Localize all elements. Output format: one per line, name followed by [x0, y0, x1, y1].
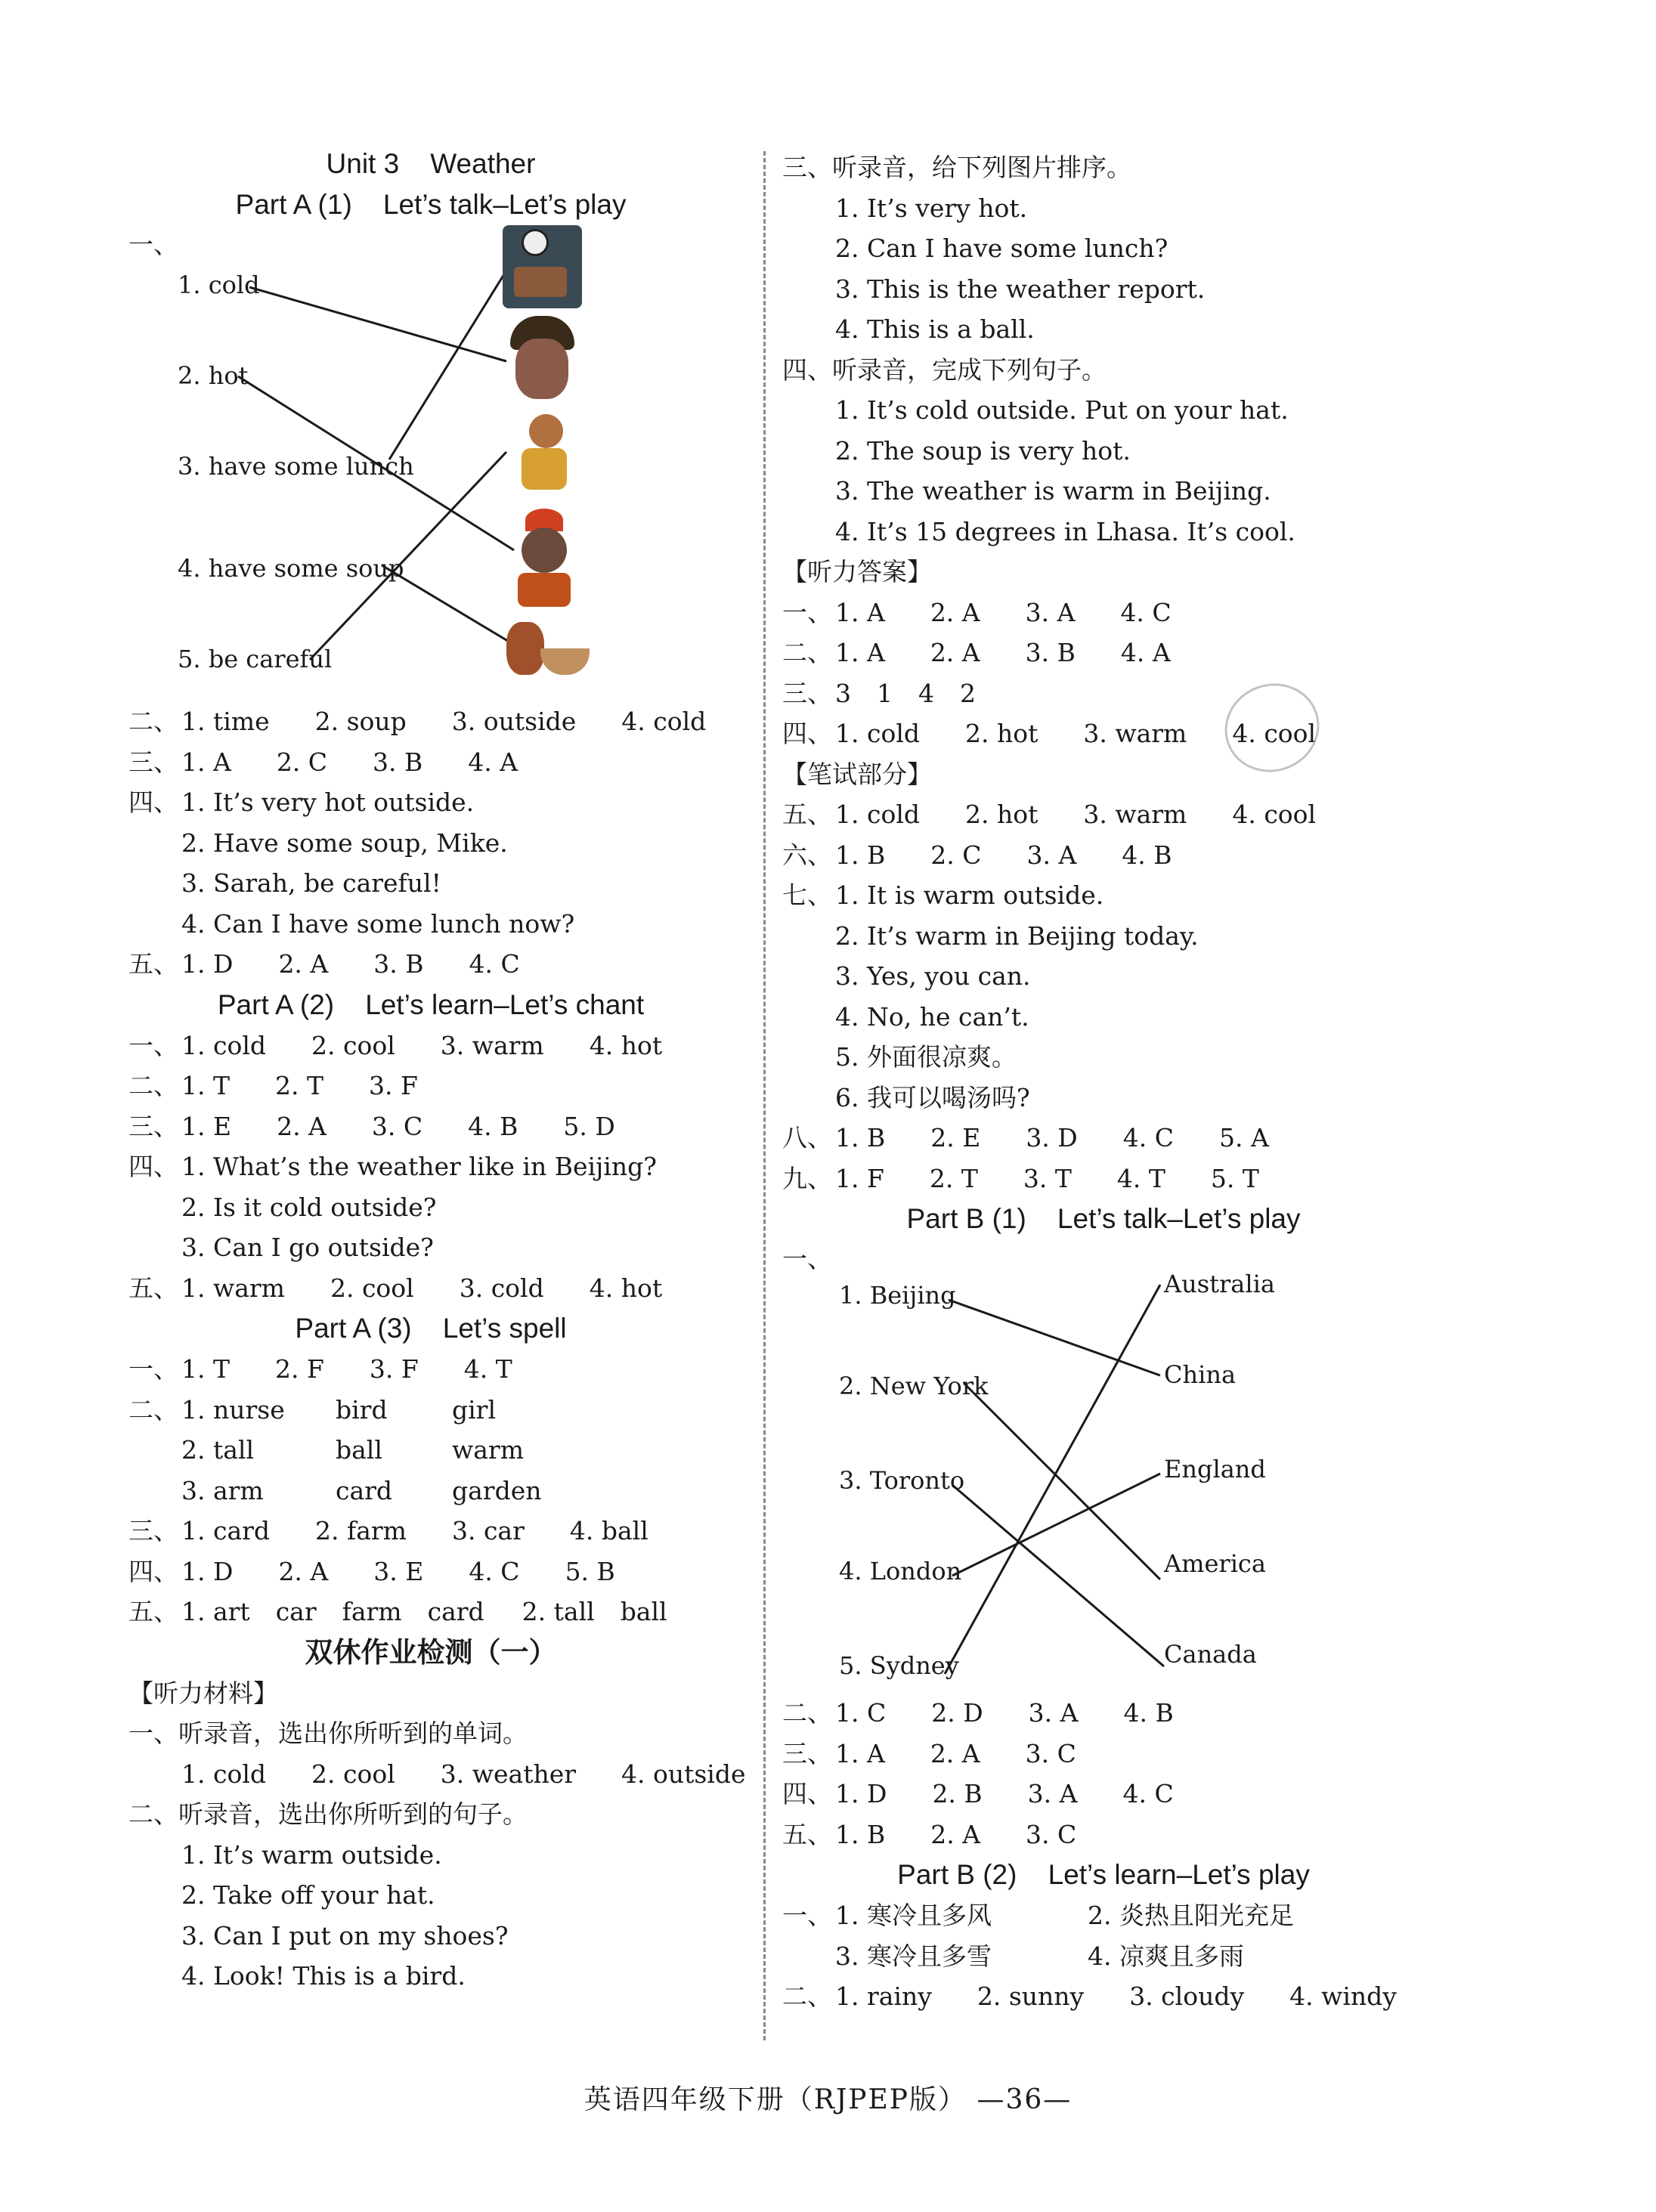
answer-row: 四、 1. D 2. B 3. A 4. C — [782, 1779, 1174, 1808]
match-item-right: China — [1164, 1360, 1237, 1389]
match-line — [389, 271, 506, 459]
answer-line: 2. The soup is very hot. — [835, 435, 1131, 466]
answer-line: 3. Yes, you can. — [835, 961, 1031, 991]
section-label: 一、 — [128, 230, 178, 259]
answer-row: 七、 1. It is warm outside. — [782, 880, 1104, 910]
answer-row: 四、 1. What’s the weather like in Beijing? — [128, 1152, 657, 1181]
boy-careful-picture-icon — [506, 414, 582, 497]
answer-row: 四、 1. D 2. A 3. E 4. C 5. B — [128, 1556, 615, 1586]
answer-line: 2. It’s warm in Beijing today. — [835, 920, 1199, 951]
question-heading: 二、听录音，选出你所听到的句子。 — [128, 1799, 528, 1829]
answer-row: 二、 1. time 2. soup 3. outside 4. cold — [128, 707, 707, 736]
part-b2-title: Part B (2) Let’s learn–Let’s play — [897, 1859, 1310, 1890]
match-line — [945, 1285, 1160, 1674]
answer-row: 二、 1. C 2. D 3. A 4. B — [782, 1698, 1174, 1728]
matching-exercise-b1 — [782, 1239, 1425, 1693]
weekend-test-title: 双休作业检测（一） — [305, 1635, 557, 1669]
match-line — [952, 1485, 1164, 1666]
answer-row: 2. tall ball warm — [181, 1435, 524, 1465]
answer-row: 二、 1. nurse bird girl — [128, 1394, 497, 1425]
answer-line: 4. This is a ball. — [835, 314, 1035, 344]
match-item-left: 4. London — [839, 1557, 962, 1586]
match-item-left: 5. Sydney — [839, 1651, 959, 1680]
answer-line: 4. No, he can’t. — [835, 1001, 1029, 1032]
match-item-right: Australia — [1164, 1270, 1275, 1298]
answer-row: 一、 1. A 2. A 3. A 4. C — [782, 597, 1172, 627]
answer-line: 6. 我可以喝汤吗? — [835, 1082, 1030, 1112]
answer-row: 三、 1. A 2. A 3. C — [782, 1738, 1076, 1768]
answer-row: 一、 1. T 2. F 3. F 4. T — [128, 1354, 512, 1384]
answer-row: 九、 1. F 2. T 3. T 4. T 5. T — [782, 1163, 1259, 1193]
answer-line: 1. It’s very hot. — [835, 193, 1028, 223]
question-heading: 一、听录音，选出你所听到的单词。 — [128, 1719, 528, 1748]
girl-soup-picture-icon — [506, 622, 593, 682]
answer-row: 三、 1. E 2. A 3. C 4. B 5. D — [128, 1111, 615, 1141]
answer-row: 3. 寒冷且多雪 4. 凉爽且多雨 — [835, 1941, 1244, 1971]
answer-line: 5. 外面很凉爽。 — [835, 1042, 1017, 1072]
match-item-left: 4. have some soup — [178, 554, 404, 583]
answer-line: 3. The weather is warm in Beijing. — [835, 476, 1271, 506]
answer-line: 3. Can I go outside? — [181, 1233, 434, 1262]
answer-row: 四、 1. cold 2. hot 3. warm 4. cool — [782, 719, 1317, 748]
written-part-heading: 【笔试部分】 — [782, 759, 932, 789]
part-a1-title: Part A (1) Let’s talk–Let’s play — [235, 189, 627, 220]
answer-line: 3. This is the weather report. — [835, 274, 1206, 304]
girl-cold-picture-icon — [506, 316, 578, 407]
match-item-left: 2. hot — [178, 361, 249, 390]
answer-row: 一、 1. cold 2. cool 3. warm 4. hot — [128, 1030, 663, 1060]
answer-row: 六、 1. B 2. C 3. A 4. B — [782, 840, 1172, 870]
match-line — [249, 287, 506, 361]
question-heading: 三、听录音，给下列图片排序。 — [782, 153, 1131, 182]
part-a2-title: Part A (2) Let’s learn–Let’s chant — [217, 988, 645, 1020]
unit-title: Unit 3 Weather — [326, 148, 536, 179]
answer-row: 五、 1. B 2. A 3. C — [782, 1819, 1077, 1849]
answer-row: 四、 1. It’s very hot outside. — [128, 787, 475, 817]
match-item-right: America — [1164, 1549, 1266, 1578]
answer-row: 一、 1. 寒冷且多风 2. 炎热且阳光充足 — [782, 1901, 1294, 1930]
answer-line: 4. It’s 15 degrees in Lhasa. It’s cool. — [835, 516, 1295, 546]
match-item-right: England — [1164, 1455, 1266, 1483]
boy-hot-picture-icon — [510, 509, 578, 611]
answer-line: 4. Can I have some lunch now? — [181, 908, 575, 939]
match-item-left: 3. Toronto — [839, 1466, 965, 1495]
part-a3-title: Part A (3) Let’s spell — [295, 1313, 567, 1344]
answer-row: 三、 1. card 2. farm 3. car 4. ball — [128, 1516, 648, 1545]
part-b1-title: Part B (1) Let’s talk–Let’s play — [906, 1203, 1301, 1234]
answer-row: 五、 1. cold 2. hot 3. warm 4. cool — [782, 800, 1317, 829]
answer-row: 五、 1. art car farm card 2. tall ball — [128, 1597, 667, 1626]
answer-row: 3. arm card garden — [181, 1475, 542, 1505]
clock-lunch-picture-icon — [503, 225, 582, 308]
answer-row: 二、 1. A 2. A 3. B 4. A — [782, 638, 1171, 667]
answer-line: 2. Is it cold outside? — [181, 1192, 437, 1222]
answer-line: 4. Look! This is a bird. — [181, 1961, 466, 1991]
section-label: 一、 — [782, 1244, 832, 1273]
match-line — [949, 1300, 1160, 1375]
match-item-left: 2. New York — [839, 1372, 989, 1400]
answer-line: 3. Sarah, be careful! — [181, 868, 441, 898]
listening-answers-heading: 【听力答案】 — [782, 557, 932, 586]
answer-row: 二、 1. rainy 2. sunny 3. cloudy 4. windy — [782, 1982, 1397, 2011]
answer-row: 五、 1. warm 2. cool 3. cold 4. hot — [128, 1273, 663, 1303]
match-line — [964, 1383, 1160, 1579]
answer-line: 1. It’s warm outside. — [181, 1839, 442, 1870]
listening-material-heading: 【听力材料】 — [128, 1678, 278, 1708]
left-column — [128, 144, 746, 1997]
answer-row: 五、 1. D 2. A 3. B 4. C — [128, 949, 520, 979]
answer-line: 3. Can I put on my shoes? — [181, 1920, 509, 1951]
page-footer: 英语四年级下册（RJPEP版） —36— — [583, 2084, 1073, 2115]
answer-row: 二、 1. T 2. T 3. F — [128, 1071, 418, 1100]
match-item-left: 3. have some lunch — [178, 452, 414, 481]
match-line — [952, 1474, 1160, 1576]
answer-row: 三、 3 1 4 2 — [782, 678, 976, 708]
match-item-left: 5. be careful — [178, 645, 333, 673]
answer-row: 1. cold 2. cool 3. weather 4. outside — [181, 1759, 746, 1789]
right-column — [782, 147, 1425, 2017]
match-item-right: Canada — [1164, 1640, 1257, 1669]
match-item-left: 1. cold — [178, 271, 260, 299]
question-heading: 四、听录音，完成下列句子。 — [782, 354, 1107, 385]
answer-line: 2. Take off your hat. — [181, 1880, 435, 1910]
answer-line: 2. Can I have some lunch? — [835, 234, 1168, 263]
answer-line: 2. Have some soup, Mike. — [181, 828, 508, 858]
answer-row: 三、 1. A 2. C 3. B 4. A — [128, 747, 518, 777]
answer-row: 八、 1. B 2. E 3. D 4. C 5. A — [782, 1123, 1269, 1152]
answer-line: 1. It’s cold outside. Put on your hat. — [835, 395, 1289, 425]
match-item-left: 1. Beijing — [839, 1281, 956, 1310]
matching-exercise-a1 — [128, 225, 733, 701]
